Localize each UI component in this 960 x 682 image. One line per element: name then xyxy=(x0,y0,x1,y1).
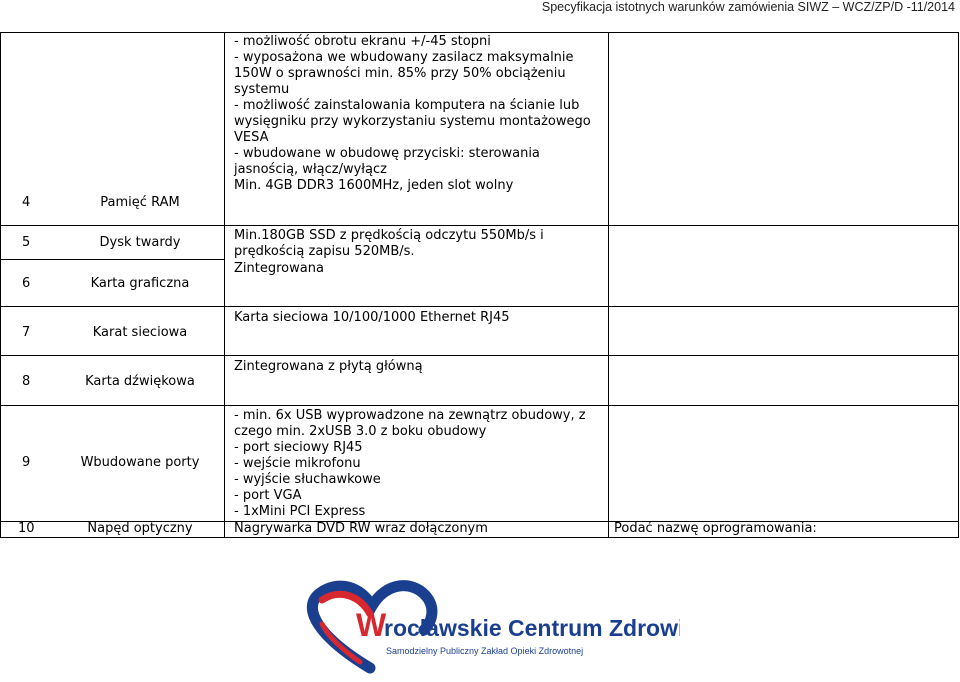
component-name: Karta graficzna xyxy=(90,276,190,291)
logo-subtitle: Samodzielny Publiczny Zakład Opieki Zdrowotnej xyxy=(386,646,584,656)
spec-line: - min. 6x USB wyprowadzone na zewnątrz obudowy, z xyxy=(234,408,586,423)
spec-line: wysięgniku przy wykorzystaniu systemu montażowego xyxy=(234,114,591,129)
spec-line: - wyposażona we wbudowany zasilacz maksymalnie xyxy=(234,50,574,65)
component-name: Karat sieciowa xyxy=(92,325,188,340)
spec-line: - możliwość zainstalowania komputera na ścianie lub xyxy=(234,98,580,113)
spec-cell-network xyxy=(234,310,510,326)
component-name: Napęd optyczny xyxy=(87,521,193,536)
row-number: 9 xyxy=(22,455,31,470)
spec-line: czego min. 2xUSB 3.0 z boku obudowy xyxy=(234,424,487,439)
component-name: Dysk twardy xyxy=(99,235,181,250)
spec-line: systemu xyxy=(234,82,290,97)
spec-cell-ports xyxy=(234,408,586,520)
spec-line: - 1xMini PCI Express xyxy=(234,504,366,519)
spec-line: - port sieciowy RJ45 xyxy=(234,440,363,455)
spec-line: Karta sieciowa 10/100/1000 Ethernet RJ45 xyxy=(234,310,510,325)
row-number: 8 xyxy=(22,374,31,389)
spec-cell-ram xyxy=(234,178,513,194)
row-number: 7 xyxy=(22,325,31,340)
spec-cell-disk xyxy=(234,228,544,260)
spec-cell-graphics xyxy=(234,261,324,277)
row-number: 6 xyxy=(22,276,31,291)
spec-line: 150W o sprawności min. 85% przy 50% obciążeniu xyxy=(234,66,566,81)
spec-cell-sound xyxy=(234,359,423,375)
row-number: 5 xyxy=(22,235,31,250)
spec-line: Min.180GB SSD z prędkością odczytu 550Mb/s i xyxy=(234,228,544,243)
spec-line: - port VGA xyxy=(234,488,302,503)
component-name: Pamięć RAM xyxy=(100,195,180,210)
spec-line: - wejście mikrofonu xyxy=(234,456,361,471)
spec-line: prędkością zapisu 520MB/s. xyxy=(234,244,415,259)
spec-cell-optical xyxy=(234,521,488,537)
spec-cell-continuation xyxy=(234,34,591,178)
spec-line: - możliwość obrotu ekranu +/-45 stopni xyxy=(234,34,491,49)
component-name: Wbudowane porty xyxy=(80,455,200,470)
row-number: 4 xyxy=(22,195,31,210)
spec-line: - wyjście słuchawkowe xyxy=(234,472,381,487)
spec-line: Nagrywarka DVD RW wraz dołączonym xyxy=(234,521,488,536)
spec-line: Zintegrowana xyxy=(234,261,324,276)
spec-line: - wbudowane w obudowę przyciski: sterowania xyxy=(234,146,540,161)
row-number: 10 xyxy=(18,521,35,536)
spec-line: VESA xyxy=(234,130,269,145)
component-name: Karta dźwiękowa xyxy=(85,374,195,389)
running-header: Specyfikacja istotnych warunków zamówienia SIWZ – WCZ/ZP/D -11/2014 xyxy=(541,0,955,14)
heart-logo-graphic xyxy=(300,578,680,678)
offer-cell: Podać nazwę oprogramowania: xyxy=(614,521,817,536)
wcz-logo xyxy=(300,578,680,678)
logo-letter-w: W xyxy=(356,607,387,643)
logo-brand-name: rocławskie Centrum Zdrowia xyxy=(384,615,680,641)
spec-line: Min. 4GB DDR3 1600MHz, jeden slot wolny xyxy=(234,178,514,193)
spec-line: Zintegrowana z płytą główną xyxy=(234,359,423,374)
spec-line: jasnością, włącz/wyłącz xyxy=(234,162,387,177)
